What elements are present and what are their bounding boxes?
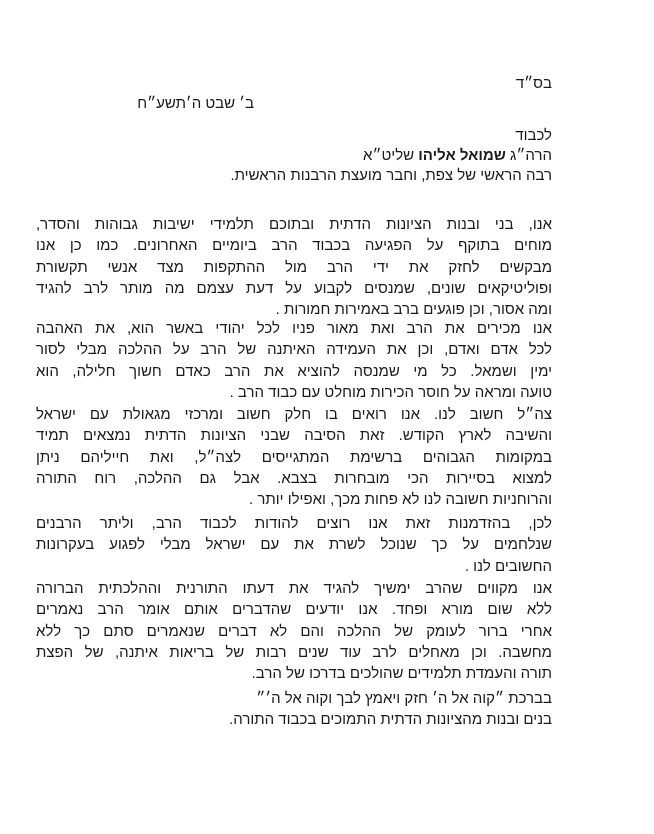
paragraph-line: והרוחניות חשובה לנו לא פחות מכך, ואפילו יותר . [249, 491, 552, 509]
to-label: לכבוד [515, 127, 552, 144]
closing-blessing: בברכת ״קוה אל ה׳ חזק ויאמץ לבך וקוה אל ה׳״ [256, 690, 552, 707]
paragraph-line: ופוליטיקאים שונים, שמנסים לקבוע על דעת עצמם מה מותר לרב להגיד [36, 279, 552, 297]
paragraph-line: צה״ל חשוב לנו. אנו רואים בו חלק חשוב ומרכזי מגאולת עם ישראל [36, 406, 552, 423]
paragraph-line: אחרי ברור לעומק של ההלכה והם לא דברים שנאמרים סתם כך ללא [36, 622, 552, 640]
paragraph-2 [36, 318, 552, 403]
paragraph-3 [36, 404, 552, 510]
paragraph-line: תורה והעמדת תלמידים שהולכים בדרכו של הרב. [251, 665, 552, 683]
paragraph-line: שנלחמים על כך שנוכל לשרת את עם ישראל מבלי לפגוע בעקרונות [36, 536, 552, 554]
paragraph-line: מוחים בתוקף על הפגיעה בכבוד הרב ביומיים האחרונים. כמו כן אנו [36, 237, 552, 255]
paragraph-line: לכן, בהזדמנות זאת אנו רוצים להודות לכבוד הרב, וליתר הרבנים [36, 515, 552, 532]
honorific-suffix: שליט״א [363, 147, 415, 164]
paragraph-line: ימין ושמאל. כל מי שמנסה להוציא את הרב כאדם חשוך חלילה, הוא [36, 362, 552, 380]
paragraph-line: והשיבה לארץ הקודש. זאת הסיבה שבני הציונות הדתית נמצאים תמיד [36, 427, 552, 445]
paragraph-line: מחשבה. וכן מאחלים לרב עוד שנים רבות של בריאות איתנה, של הפצת [36, 643, 552, 661]
paragraph-line: אנו, בני ובנות הציונות הדתית ובתוכם תלמידי ישיבות גבוהות והסדר, [36, 216, 552, 233]
closing-block [229, 688, 552, 730]
letter-date: ב׳ שבט ה׳תשע״ח [137, 95, 254, 112]
paragraph-line: ללא שום מורא ופחד. אנו יודעים שהדברים אותם אומר הרב נאמרים [36, 601, 552, 619]
paragraph-5 [36, 578, 552, 684]
paragraph-1 [36, 214, 552, 320]
bsd-header: בס״ד [515, 75, 552, 92]
paragraph-line: למצוא בסיירות הכי מובחרות בצבא. אבל גם ההלכה, רוח התורה [36, 469, 552, 487]
signature-line: בנים ובנות מהציונות הדתית התמוכים בכבוד התורה. [229, 711, 552, 728]
paragraph-line: טועה ומראה על חוסר הכירות מוחלט עם כבוד הרב . [229, 383, 552, 401]
paragraph-line: אנו מכירים את הרב ואת מאור פניו לכל יהודי באשר הוא, את האהבה [36, 320, 552, 337]
paragraph-line: החשובים לנו . [464, 557, 552, 575]
paragraph-line: מבקשים לחזק את ידי הרב מול ההתקפות מצד אנשי תקשורת [36, 258, 552, 276]
paragraph-4 [36, 513, 552, 577]
addressee-line [363, 146, 552, 166]
paragraph-line: ומה אסור, וכן פוגעים ברב באמירות חמורות . [275, 301, 552, 319]
paragraph-line: לכל אדם ואדם, וכן את העמידה האיתנה של הרב על ההלכה מבלי לסור [36, 341, 552, 359]
paragraph-line: במקומות הגבוהים ברשימת המתגייסים לצה״ל, ואת חייליהם ניתן [36, 448, 552, 466]
recipient-name: שמואל אליהו [418, 147, 506, 164]
paragraph-line: אנו מקווים שהרב ימשיך להגיד את דעתו התורנית וההלכתית הברורה [36, 580, 552, 597]
honorific-prefix: הרה״ג [510, 147, 552, 164]
recipient-title: רבה הראשי של צפת, וחבר מועצת הרבנות הראשית. [230, 167, 552, 184]
